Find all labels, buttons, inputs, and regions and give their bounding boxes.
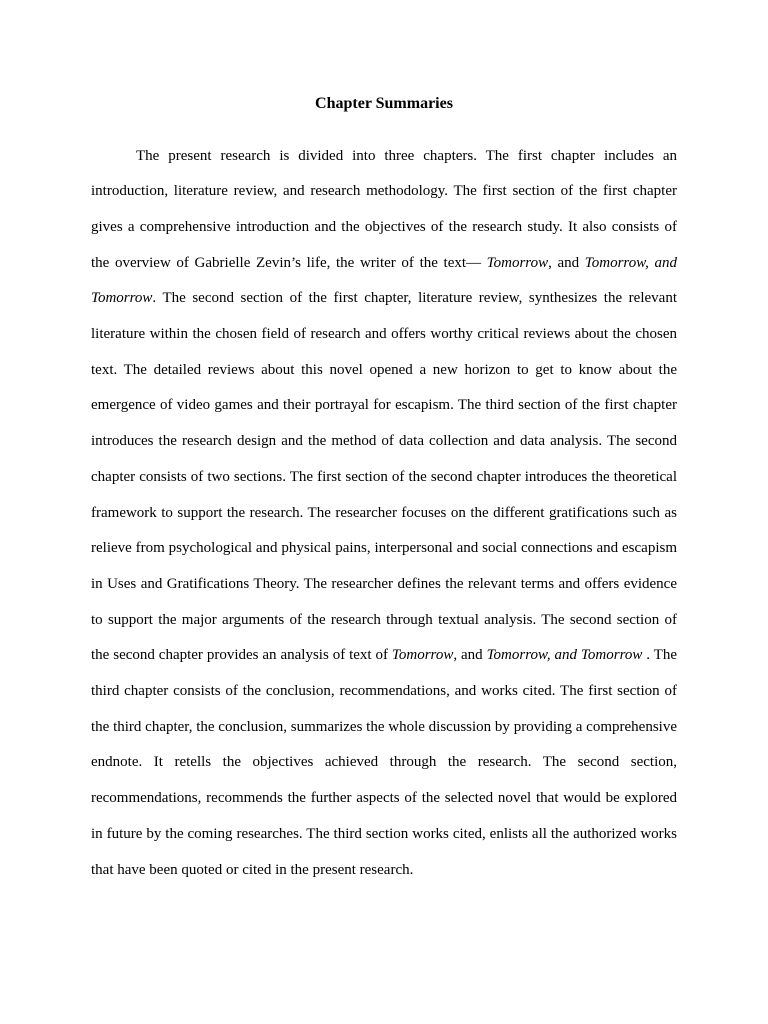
italic-title-run: Tomorrow, and Tomorrow bbox=[91, 254, 677, 307]
text-run: , and bbox=[548, 254, 585, 271]
italic-title-run: Tomorrow bbox=[486, 254, 549, 271]
italic-title-run: Tomorrow bbox=[391, 647, 454, 664]
text-run: The present research is divided into three chapters. The first chapter includes an introduction, literature review, and research methodology. The first section of the first chapter gives a comprehensive introduction and the objectives of the research study. It also consists of the overview of Gabrielle Zevin’s life, the writer of the text— bbox=[91, 147, 677, 271]
text-run: , and bbox=[453, 647, 487, 664]
page-title: Chapter Summaries bbox=[315, 95, 453, 112]
text-run: . The second section of the first chapter, literature review, synthesizes the relevant literature within the chosen field of research and offers worthy critical reviews about the chosen text. The detailed reviews about this novel opened a new horizon to get to know about the emergence of video games and their portrayal for escapism. The third section of the first chapter introduces the research design and the method of data collection and data analysis. The second chapter consists of two sections. The first section of the second chapter introduces the theoretical framework to support the research. The researcher focuses on the different gratifications such as relieve from psychological and physical pains, interpersonal and social connections and escapism in Uses and Gratifications Theory. The researcher defines the relevant terms and offers evidence to support the major arguments of the research through textual analysis. The second section of the second chapter provides an analysis of text of bbox=[91, 290, 677, 664]
italic-title-run: Tomorrow, and Tomorrow bbox=[486, 647, 643, 664]
body-paragraph bbox=[91, 139, 677, 889]
text-run: . The third chapter consists of the conclusion, recommendations, and works cited. The first section of the third chapter, the conclusion, summarizes the whole discussion by providing a comprehensive endnote. It retells the objectives achieved through the research. The second section, recommendations, recommends the further aspects of the selected novel that would be explored in future by the coming researches. The third section works cited, enlists all the authorized works that have been quoted or cited in the present research. bbox=[91, 647, 677, 878]
